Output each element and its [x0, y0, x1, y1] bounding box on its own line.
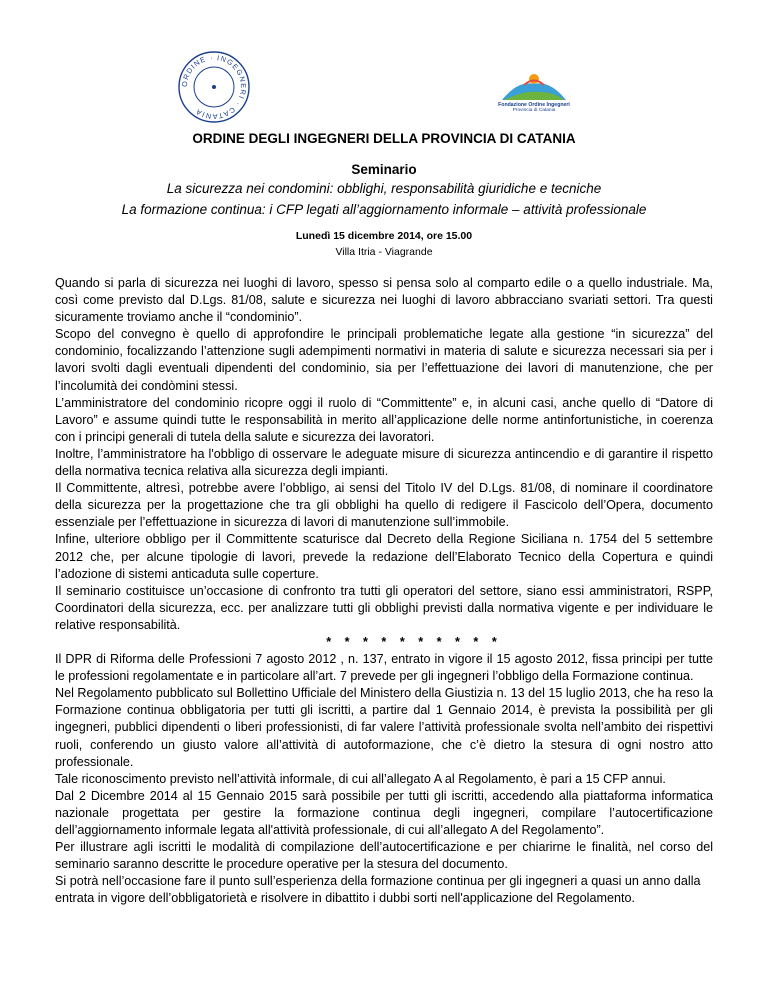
event-type: Seminario	[351, 162, 417, 177]
volcano-icon	[494, 70, 574, 102]
seal-text: ORDINE · INGEGNERI · CATANIA	[179, 52, 249, 122]
fondazione-logo	[494, 70, 574, 120]
document-body	[55, 275, 713, 907]
body-paragraph: Inoltre, l’amministratore ha l'obbligo di osservare le adeguate misure di sicurezza antincendio e di garantire il rispetto della normativa tecnica relativa alla sicurezza degli impianti.	[55, 446, 713, 479]
body-paragraph: Dal 2 Dicembre 2014 al 15 Gennaio 2015 sarà possibile per tutti gli iscritti, accedendo alla piattaforma informatica nazionale progettata per gestire la formazione continua degli ingegneri, compilare l’autocertificazione dell’aggiornamento informale legata all'attività professionale, di cui all’allegato A del Regolamento”.	[55, 788, 713, 837]
body-paragraph: Si potrà nell’occasione fare il punto sull’esperienza della formazione continua per gli ingegneri a quasi un anno dalla entrata in vigore dell’obbligatorietà e risolvere in dibattito i dubbi sorti nell'applicazione del Regolamento.	[55, 874, 701, 906]
body-paragraph: Il seminario costituisce un’occasione di confronto tra tutti gli operatori del settore, siano essi amministratori, RSPP, Coordinatori della sicurezza, ecc. per analizzare tutti gli obblighi previsti dalla normativa vigente e per individuare le relative responsabilità.	[55, 583, 713, 632]
seminar-subtitle-1: La sicurezza nei condomini: obblighi, responsabilità giuridiche e tecniche	[166, 181, 602, 196]
seminar-subtitle-2: La formazione continua: i CFP legati all’aggiornamento informale – attività professionale	[121, 202, 647, 217]
event-venue: Villa Itria - Viagrande	[335, 246, 433, 258]
seal-icon	[176, 49, 252, 125]
event-date: Lunedì 15 dicembre 2014, ore 15.00	[295, 230, 473, 242]
section-separator: * * * * * * * * * *	[326, 634, 502, 649]
body-paragraph: Per illustrare agli iscritti le modalità di compilazione dell’autocertificazione e per chiarirne le finalità, nel corso del seminario saranno descritte le procedure operative per la stesura del documento.	[55, 840, 713, 872]
body-paragraph: Il DPR di Riforma delle Professioni 7 agosto 2012 , n. 137, entrato in vigore il 15 agosto 2012, fissa principi per tutte le professioni regolamentate e in particolare all’art. 7 prevede per gli ingegneri l’obbligo della Formazione continua.	[55, 652, 713, 684]
body-paragraph: Infine, ulteriore obbligo per il Committente scaturisce dal Decreto della Regione Siciliana n. 1754 del 5 settembre 2012 che, per alcune tipologie di lavori, prevede la redazione dell’Elaborato Tecnico della Copertura e quindi l’adozione di sistemi anticaduta sulle coperture.	[55, 532, 713, 581]
foundation-province: Provincia di Catania	[512, 108, 556, 113]
body-paragraph: Nel Regolamento pubblicato sul Bollettino Ufficiale del Ministero della Giustizia n. 13 del 15 luglio 2013, che ha reso la Formazione continua obbligatoria per tutti gli iscritti, a partire dal 1 Gennaio 2014, è prevista la possibilità per gli ingegneri, pubblici dipendenti o liberi professionisti, di far valere l’attività professionale svolta nell’ambito dei rispettivi ruoli, conferendo un giusto valore all’attività di autoformazione, che c’è dietro la stesura di ogni nostro atto professionale.	[55, 686, 713, 769]
body-paragraph: Quando si parla di sicurezza nei luoghi di lavoro, spesso si pensa solo al comparto edile o a quello industriale. Ma, così come previsto dal D.Lgs. 81/08, salute e sicurezza nei luoghi di lavoro abbracciano svariati settori. Tra questi sicuramente troviamo anche il “condominio”.	[55, 276, 713, 325]
body-paragraph: L’amministratore del condominio ricopre oggi il ruolo di “Committente” e, in alcuni casi, anche quello di “Datore di Lavoro” e assume quindi tutte le responsabilità in merito all’applicazione delle norme antinfortunistiche, in coerenza con i principi generali di tutela della salute e sicurezza dei lavoratori.	[55, 395, 713, 444]
ordine-ingegneri-seal-logo	[176, 49, 252, 125]
body-paragraph: Il Committente, altresì, potrebbe avere l’obbligo, ai sensi del Titolo IV del D.Lgs. 81/08, di nominare il coordinatore della sicurezza per la progettazione che tra gli obblighi ha quello di redigere il Fascicolo dell’Opera, documento essenziale per l’effettuazione in sicurezza di lavori di manutenzione sull’immobile.	[55, 481, 713, 530]
organization-title: ORDINE DEGLI INGEGNERI DELLA PROVINCIA DI CATANIA	[192, 131, 576, 146]
body-paragraph: Tale riconoscimento previsto nell’attività informale, di cui all’allegato A al Regolamento, è pari a 15 CFP annui.	[55, 771, 666, 786]
body-paragraph: Scopo del convegno è quello di approfondire le principali problematiche legate alla gestione “in sicurezza” del condominio, focalizzando l’attenzione sugli adempimenti normativi in materia di salute e sicurezza necessari sia per i lavori svolti dagli eventuali dipendenti del condominio, sia per l’effettuazione dei lavori di manutenzione, che per l’incolumità dei condòmini stessi.	[55, 327, 713, 393]
foundation-name: Fondazione Ordine Ingegneri	[498, 102, 570, 108]
